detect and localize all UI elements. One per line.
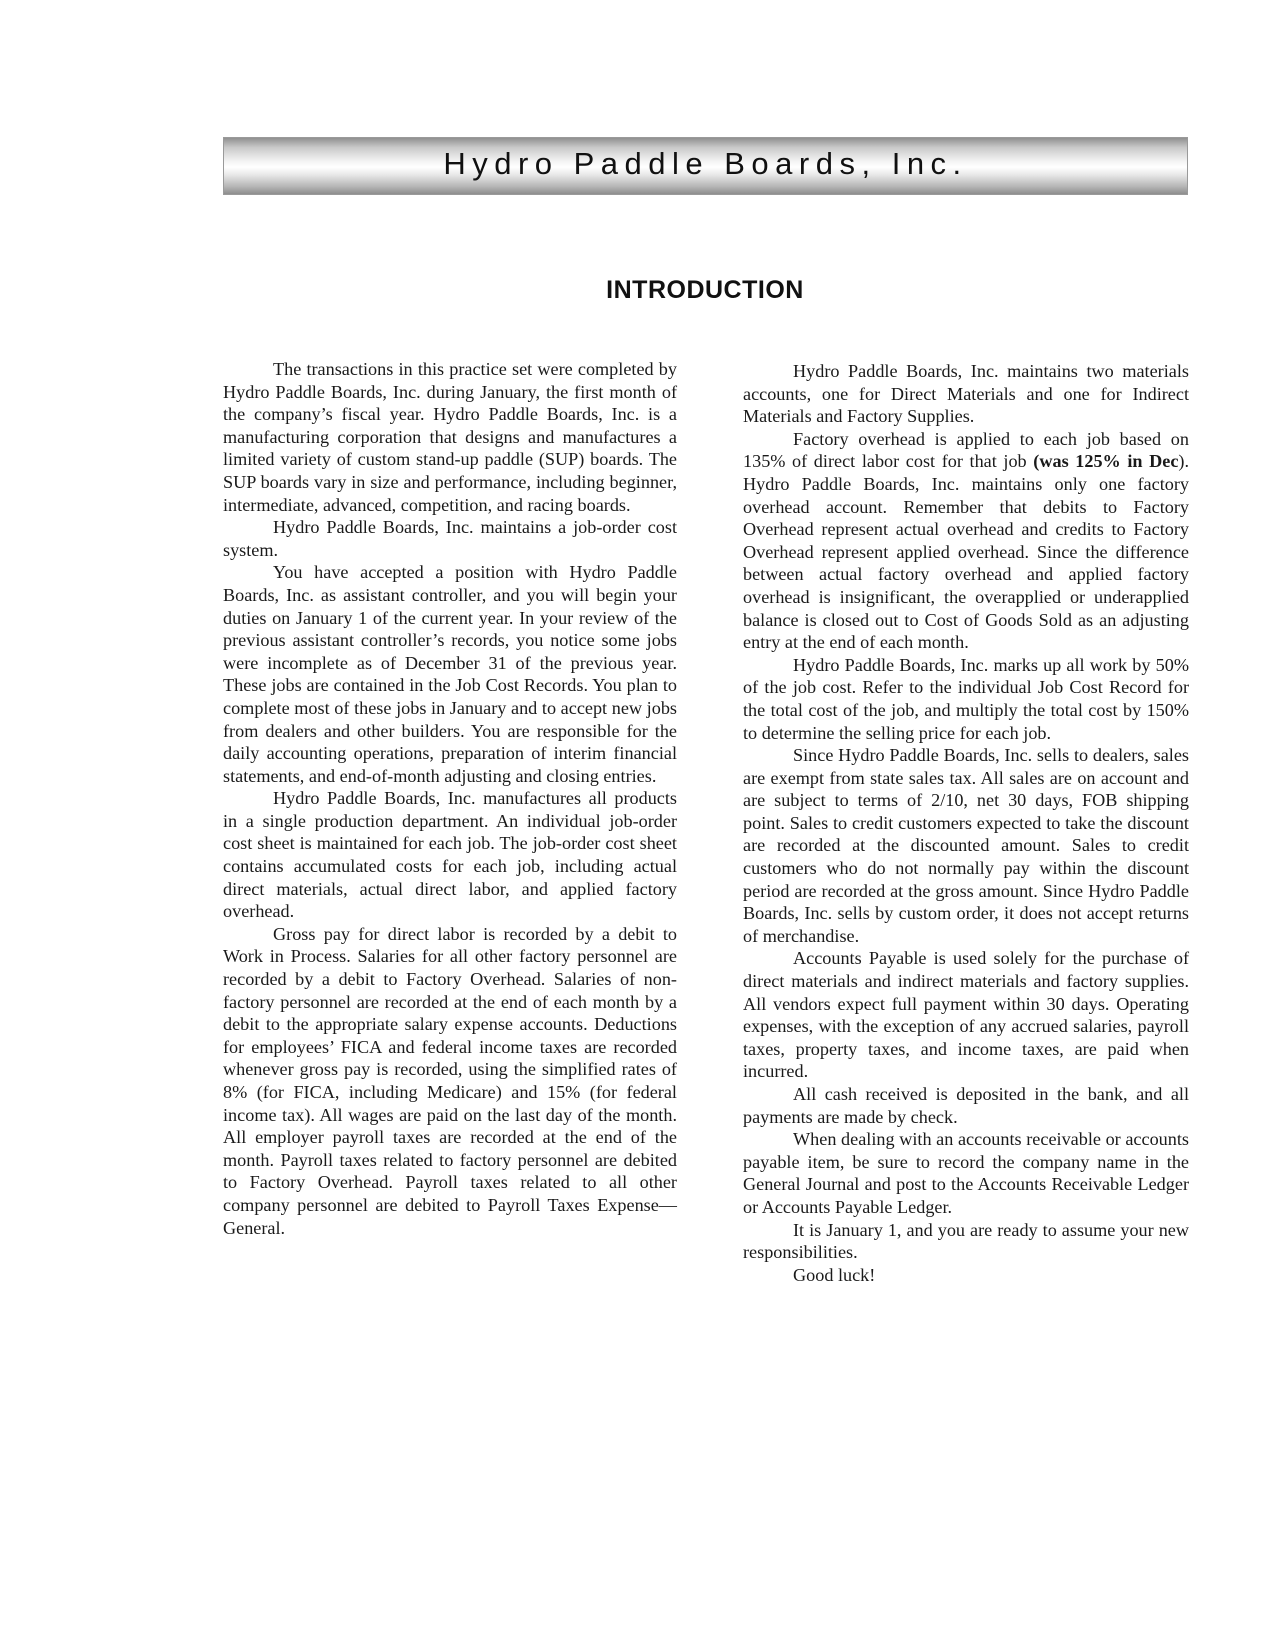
paragraph-good-luck: Good luck! xyxy=(793,1264,876,1285)
paragraph-factory-overhead xyxy=(743,428,1189,654)
paragraph-your-role: You have accepted a position with Hydro Paddle Boards, Inc. as assistant controller, and you will begin your duties on January 1 of the current year. In your review of the previous assistant controller’s records, you notice some jobs were incomplete as of December 31 of the previous year. These jobs are contained in the Job Cost Records. You plan to complete most of these jobs in January and to accept new jobs from dealers and other builders. You are responsible for the daily accounting operations, preparation of interim financial statements, and end-of-month adjusting and closing entries. xyxy=(223,562,677,786)
paragraph-ledger-posting: When dealing with an accounts receivable or accounts payable item, be sure to record the company name in the General Journal and post to the Accounts Receivable Ledger or Accounts Payable Ledger. xyxy=(743,1129,1189,1217)
overhead-text-end: ). Hydro Paddle Boards, Inc. maintains only one factory overhead account. Remember that debits to Factory Overhead represent actual overhead and credits to Factory Overhead represent applied overhead. Since the difference between actual factory overhead and applied factory overhead is insignificant, the overapplied or underapplied balance is closed out to Cost of Goods Sold as an adjusting entry at the end of each month. xyxy=(743,451,1190,653)
paragraph-cost-system: Hydro Paddle Boards, Inc. maintains a job-order cost system. xyxy=(223,517,677,560)
paragraph-materials-accounts: Hydro Paddle Boards, Inc. maintains two materials accounts, one for Direct Materials and one for Indirect Materials and Factory Supplies. xyxy=(743,361,1189,427)
paragraph-accounts-payable: Accounts Payable is used solely for the purchase of direct materials and indirect materials and factory supplies. All vendors expect full payment within 30 days. Operating expenses, with the exception of any accrued salaries, payroll taxes, property taxes, and income taxes, are paid when incurred. xyxy=(743,948,1189,1082)
company-title: Hydro Paddle Boards, Inc. xyxy=(443,146,968,181)
section-heading: INTRODUCTION xyxy=(606,276,804,304)
paragraph-markup: Hydro Paddle Boards, Inc. marks up all work by 50% of the job cost. Refer to the individual Job Cost Record for the total cost of the job, and multiply the total cost by 150% to determine the selling price for each job. xyxy=(743,654,1189,743)
overhead-text-start: Factory overhead is applied to each job based on 135% of direct labor cost for that job xyxy=(743,428,1189,472)
right-column xyxy=(743,360,1189,1286)
paragraph-start: It is January 1, and you are ready to assume your new responsibilities. xyxy=(743,1219,1189,1263)
paragraph-payroll: Gross pay for direct labor is recorded by a debit to Work in Process. Salaries for all other factory personnel are recorded by a debit to Factory Overhead. Salaries of non-factory personnel are recorded at the end of each month by a debit to the appropriate salary expense accounts. Deductions for employees’ FICA and federal income taxes are recorded whenever gross pay is recorded, using the simplified rates of 8% (for FICA, including Medicare) and 15% (for federal income tax). All wages are paid on the last day of the month. All employer payroll taxes are recorded at the end of the month. Payroll taxes related to factory personnel are debited to Factory Overhead. Payroll taxes related to all other company personnel are debited to Payroll Taxes Expense—General. xyxy=(223,923,677,1238)
paragraph-sales: Since Hydro Paddle Boards, Inc. sells to dealers, sales are exempt from state sales tax. All sales are on account and are subject to terms of 2/10, net 30 days, FOB shipping point. Sales to credit customers expected to take the discount are recorded at the discounted amount. Sales to credit customers who do not normally pay within the discount period are recorded at the gross amount. Since Hydro Paddle Boards, Inc. sells by custom order, it does not accept returns of merchandise. xyxy=(743,745,1189,946)
left-column xyxy=(223,358,677,1239)
paragraph-cash: All cash received is deposited in the bank, and all payments are made by check. xyxy=(743,1084,1189,1127)
title-banner xyxy=(223,137,1188,195)
paragraph-production: Hydro Paddle Boards, Inc. manufactures all products in a single production department. An individual job-order cost sheet is maintained for each job. The job-order cost sheet contains accumulated costs for each job, including actual direct materials, actual direct labor, and applied factory overhead. xyxy=(223,788,677,922)
overhead-rate-note: (was 125% in Dec xyxy=(1033,451,1179,472)
paragraph-overview: The transactions in this practice set were completed by Hydro Paddle Boards, Inc. during January, the first month of the company’s fiscal year. Hydro Paddle Boards, Inc. is a manufacturing corporation that designs and manufactures a limited variety of custom stand-up paddle (SUP) boards. The SUP boards vary in size and performance, including beginner, intermediate, advanced, competition, and racing boards. xyxy=(223,359,677,515)
